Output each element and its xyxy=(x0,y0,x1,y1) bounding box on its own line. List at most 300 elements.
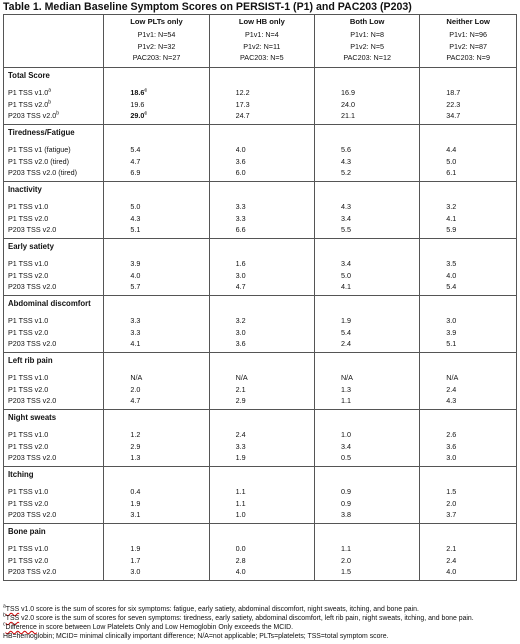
cell-text: 5.1 xyxy=(130,225,141,234)
section-row xyxy=(4,68,517,125)
score-value xyxy=(130,315,208,327)
category-label: Abdominal discomfort xyxy=(8,299,91,308)
value-cell xyxy=(314,524,419,581)
cell-text: 2.0 xyxy=(446,498,457,508)
score-value xyxy=(130,201,208,213)
row-label-cell xyxy=(4,353,104,410)
score-value xyxy=(236,327,314,339)
cell-text: 1.1 xyxy=(235,498,246,508)
footnote-lead: TSS xyxy=(5,606,20,613)
score-value xyxy=(236,201,314,213)
score-value xyxy=(130,156,208,168)
section-row xyxy=(4,467,517,524)
cell-text: N/A xyxy=(235,373,248,382)
row-label xyxy=(8,372,103,384)
cell-text: 21.1 xyxy=(340,111,355,120)
score-value xyxy=(446,167,516,179)
spacer xyxy=(236,527,314,537)
cell-text: 2.4 xyxy=(446,555,457,565)
row-label-cell xyxy=(4,296,104,353)
value-cell xyxy=(209,296,314,353)
value-cell xyxy=(209,353,314,410)
score-value xyxy=(341,384,419,396)
value-cell xyxy=(104,467,209,524)
cell-text: P1 TSS v2.0 xyxy=(8,327,49,337)
footnote-text: v1.0 score is the sum of scores for six symptoms: fatigue, early satiety, abdominal discomfort, night sweats, itching, and bone pain. xyxy=(19,606,419,613)
score-value xyxy=(236,452,314,464)
score-value xyxy=(130,566,208,578)
score-value xyxy=(236,441,314,453)
value-cell xyxy=(314,467,419,524)
cell-text: 5.0 xyxy=(446,156,457,166)
column-label: Low PLTs only xyxy=(130,17,183,26)
cell-text: 3.2 xyxy=(446,202,457,211)
row-label-cell xyxy=(4,524,104,581)
cell-text: 1.0 xyxy=(340,430,351,439)
table-title: Table 1. Median Baseline Symptom Scores on PERSIST-1 (P1) and PAC203 (P203) xyxy=(3,1,412,13)
footnote-mark: c xyxy=(144,110,148,117)
sample-size: PAC203: N=12 xyxy=(343,53,391,62)
score-value xyxy=(236,566,314,578)
score-value xyxy=(236,372,314,384)
cell-text: 5.1 xyxy=(446,339,457,348)
row-label-cell xyxy=(4,125,104,182)
score-value xyxy=(236,509,314,521)
spacer xyxy=(341,128,419,138)
footnote-mark: c xyxy=(3,621,6,628)
spacer xyxy=(341,185,419,195)
category-label: Night sweats xyxy=(8,413,57,422)
score-value xyxy=(446,224,516,236)
score-value xyxy=(341,555,419,567)
score-value xyxy=(446,213,516,225)
cell-text: 2.9 xyxy=(130,441,141,451)
row-label xyxy=(8,498,103,510)
row-label xyxy=(8,110,103,122)
cell-text: 4.1 xyxy=(130,339,141,348)
column-header xyxy=(209,15,314,68)
score-value xyxy=(236,543,314,555)
score-value xyxy=(130,99,208,111)
spacer xyxy=(341,527,419,537)
cell-text: 1.5 xyxy=(446,487,457,496)
cell-text: 3.3 xyxy=(235,213,246,223)
cell-text: 4.3 xyxy=(446,396,457,405)
cell-text: 4.7 xyxy=(130,156,141,166)
score-value xyxy=(130,372,208,384)
cell-text: P1 TSS v2.0 xyxy=(8,99,49,109)
score-value xyxy=(446,258,516,270)
cell-text: 4.0 xyxy=(446,567,457,576)
cell-text: 0.4 xyxy=(130,487,141,496)
category-label: Tiredness/Fatigue xyxy=(8,128,75,137)
symptom-scores-table xyxy=(3,14,517,581)
cell-text: 2.9 xyxy=(235,396,246,405)
cell-text: 3.5 xyxy=(446,259,457,268)
value-cell xyxy=(420,182,517,239)
value-cell xyxy=(104,410,209,467)
score-value xyxy=(130,338,208,350)
spacer xyxy=(341,470,419,480)
score-value xyxy=(341,315,419,327)
value-cell xyxy=(420,125,517,182)
cell-text: 1.1 xyxy=(340,396,351,405)
category-label: Total Score xyxy=(8,71,50,80)
score-value xyxy=(341,156,419,168)
footnote-lead: Difference xyxy=(5,624,37,631)
row-label xyxy=(8,167,103,179)
row-label xyxy=(8,395,103,407)
score-value xyxy=(130,258,208,270)
cell-text: 3.8 xyxy=(340,510,351,519)
score-value xyxy=(446,156,516,168)
score-value xyxy=(130,327,208,339)
cell-text: 6.6 xyxy=(235,225,246,234)
spacer xyxy=(341,71,419,81)
spacer xyxy=(341,413,419,423)
cell-text: 4.3 xyxy=(130,213,141,223)
cell-text: 1.0 xyxy=(235,510,246,519)
row-label-cell xyxy=(4,68,104,125)
cell-text: 22.3 xyxy=(446,99,461,109)
row-label xyxy=(8,270,103,282)
score-value xyxy=(236,315,314,327)
spacer xyxy=(236,242,314,252)
cell-text: 2.6 xyxy=(446,430,457,439)
score-value xyxy=(446,315,516,327)
cell-text: 18.7 xyxy=(446,88,461,97)
cell-text: P1 TSS v1.0 xyxy=(8,88,49,97)
footnote-mark: b xyxy=(48,99,52,106)
score-value xyxy=(341,338,419,350)
spacer xyxy=(341,299,419,309)
cell-text: 5.4 xyxy=(340,327,351,337)
value-cell xyxy=(104,524,209,581)
value-cell xyxy=(209,467,314,524)
score-value xyxy=(130,543,208,555)
score-value xyxy=(446,281,516,293)
cell-text: 3.0 xyxy=(446,316,457,325)
section-row xyxy=(4,353,517,410)
cell-text: 1.3 xyxy=(340,384,351,394)
score-value xyxy=(236,384,314,396)
score-value xyxy=(130,498,208,510)
score-value xyxy=(236,99,314,111)
section-row xyxy=(4,239,517,296)
spacer xyxy=(446,242,516,252)
cell-text: P203 TSS v2.0 xyxy=(8,225,57,234)
section-row xyxy=(4,125,517,182)
score-value xyxy=(236,87,314,99)
footnote xyxy=(3,623,474,632)
row-label xyxy=(8,543,103,555)
footnote-text: in score between Low Platelets Only and Low Hemoglobin Only exceeds the MCID. xyxy=(36,624,294,631)
score-value xyxy=(446,498,516,510)
value-cell xyxy=(104,125,209,182)
value-cell xyxy=(420,239,517,296)
cell-text: 3.6 xyxy=(235,339,246,348)
score-value xyxy=(236,555,314,567)
score-value xyxy=(341,167,419,179)
score-value xyxy=(446,338,516,350)
footnote-lead: TSS xyxy=(5,615,20,622)
row-label xyxy=(8,224,103,236)
sample-size: P1v2: N=5 xyxy=(350,41,385,51)
cell-text: P1 TSS v1.0 xyxy=(8,202,49,211)
cell-text: 1.9 xyxy=(130,498,141,508)
cell-text: 3.0 xyxy=(235,270,246,280)
value-cell xyxy=(209,239,314,296)
cell-text: N/A xyxy=(130,373,143,382)
score-value xyxy=(236,486,314,498)
cell-text: 1.1 xyxy=(340,544,351,553)
cell-text: 3.4 xyxy=(340,441,351,451)
spacer xyxy=(446,527,516,537)
cell-text: P1 TSS v1.0 xyxy=(8,259,49,268)
cell-text: 5.9 xyxy=(446,225,457,234)
spacer xyxy=(130,527,208,537)
cell-text: 24.0 xyxy=(340,99,355,109)
cell-text: 3.4 xyxy=(340,259,351,268)
spacer xyxy=(236,413,314,423)
row-label xyxy=(8,201,103,213)
cell-text: P203 TSS v2.0 xyxy=(8,567,57,576)
score-value xyxy=(341,566,419,578)
column-label: Both Low xyxy=(349,17,385,26)
score-value xyxy=(341,452,419,464)
footnote-mark: b xyxy=(3,612,6,619)
header-empty-cell xyxy=(4,15,104,68)
spacer xyxy=(130,356,208,366)
cell-text: 4.0 xyxy=(235,145,246,154)
value-cell xyxy=(420,68,517,125)
cell-text: 16.9 xyxy=(340,88,355,97)
row-label xyxy=(8,384,103,396)
row-label-cell xyxy=(4,410,104,467)
cell-text: 4.7 xyxy=(235,282,246,291)
value-cell xyxy=(104,68,209,125)
cell-text: 0.5 xyxy=(340,453,351,462)
score-value xyxy=(446,99,516,111)
score-value xyxy=(341,87,419,99)
value-cell xyxy=(420,410,517,467)
category-label: Bone pain xyxy=(8,527,46,536)
footnote-mark: b xyxy=(56,110,59,117)
score-value xyxy=(236,144,314,156)
spacer xyxy=(446,299,516,309)
value-cell xyxy=(104,182,209,239)
score-value xyxy=(130,384,208,396)
score-value xyxy=(130,87,208,99)
section-row xyxy=(4,524,517,581)
column-header xyxy=(314,15,419,68)
cell-text: 5.4 xyxy=(130,145,141,154)
cell-text: 3.9 xyxy=(446,327,457,337)
score-value xyxy=(236,395,314,407)
cell-text: 5.0 xyxy=(130,202,141,211)
cell-text: 6.9 xyxy=(130,168,141,177)
spacer xyxy=(130,185,208,195)
value-cell xyxy=(420,353,517,410)
category-label: Early satiety xyxy=(8,242,54,251)
sample-size: P1v1: N=4 xyxy=(244,30,279,39)
value-cell xyxy=(314,68,419,125)
sample-size: P1v2: N=87 xyxy=(449,41,488,51)
spacer xyxy=(446,71,516,81)
score-value xyxy=(130,509,208,521)
score-value xyxy=(130,486,208,498)
spacer xyxy=(446,128,516,138)
score-value xyxy=(446,441,516,453)
score-value xyxy=(236,156,314,168)
score-value xyxy=(341,99,419,111)
score-value xyxy=(236,338,314,350)
cell-text: 0.9 xyxy=(340,487,351,496)
score-value xyxy=(130,555,208,567)
cell-text: 2.0 xyxy=(340,555,351,565)
score-value xyxy=(446,486,516,498)
row-label xyxy=(8,258,103,270)
cell-text: 12.2 xyxy=(235,88,250,97)
cell-text: 2.1 xyxy=(235,384,246,394)
spacer xyxy=(236,71,314,81)
score-value xyxy=(130,441,208,453)
score-value xyxy=(446,555,516,567)
cell-text: P1 TSS v1.0 xyxy=(8,487,49,496)
footnote xyxy=(3,614,474,623)
spacer xyxy=(236,299,314,309)
footnote-mark: a xyxy=(3,603,6,610)
cell-text: 4.0 xyxy=(235,567,246,576)
row-label xyxy=(8,555,103,567)
spacer xyxy=(236,185,314,195)
cell-text: 3.1 xyxy=(130,510,141,519)
score-value xyxy=(446,509,516,521)
value-cell xyxy=(209,125,314,182)
cell-text: 4.3 xyxy=(340,202,351,211)
cell-text: 1.9 xyxy=(130,544,141,553)
cell-text: 2.4 xyxy=(446,384,457,394)
cell-text: 3.3 xyxy=(235,441,246,451)
cell-text: 5.6 xyxy=(340,145,351,154)
row-label xyxy=(8,566,103,578)
value-cell xyxy=(104,239,209,296)
score-value xyxy=(130,452,208,464)
value-cell xyxy=(314,182,419,239)
cell-text: 4.0 xyxy=(130,270,141,280)
score-value xyxy=(236,258,314,270)
cell-text: 19.6 xyxy=(130,99,145,109)
cell-text: 2.4 xyxy=(340,339,351,348)
spacer xyxy=(130,470,208,480)
cell-text: 2.0 xyxy=(130,384,141,394)
row-label xyxy=(8,452,103,464)
cell-text: 1.3 xyxy=(130,453,141,462)
cell-text: 18.6 xyxy=(130,88,145,97)
cell-text: 3.7 xyxy=(446,510,457,519)
score-value xyxy=(130,224,208,236)
spacer xyxy=(446,185,516,195)
value-cell xyxy=(420,524,517,581)
spacer xyxy=(130,299,208,309)
cell-text: 5.0 xyxy=(340,270,351,280)
score-value xyxy=(236,498,314,510)
spacer xyxy=(130,128,208,138)
score-value xyxy=(341,395,419,407)
cell-text: 17.3 xyxy=(235,99,250,109)
value-cell xyxy=(314,125,419,182)
row-label xyxy=(8,338,103,350)
cell-text: 3.4 xyxy=(340,213,351,223)
score-value xyxy=(130,110,208,122)
value-cell xyxy=(209,68,314,125)
cell-text: 24.7 xyxy=(235,111,250,120)
value-cell xyxy=(209,182,314,239)
score-value xyxy=(236,270,314,282)
score-value xyxy=(130,213,208,225)
cell-text: 1.1 xyxy=(235,487,246,496)
score-value xyxy=(341,498,419,510)
footnote-text: v2.0 score is the sum of scores for seven symptoms: tiredness, early satiety, abdominal discomfort, left rib pain, night sweats, itching, and bone pain. xyxy=(19,615,474,622)
cell-text: 5.5 xyxy=(340,225,351,234)
score-value xyxy=(341,543,419,555)
row-label xyxy=(8,281,103,293)
score-value xyxy=(446,395,516,407)
cell-text: P1 TSS v2.0 xyxy=(8,555,49,565)
cell-text: 4.1 xyxy=(446,213,457,223)
cell-text: P1 TSS v2.0 xyxy=(8,384,49,394)
score-value xyxy=(130,167,208,179)
cell-text: 2.4 xyxy=(235,430,246,439)
score-value xyxy=(446,429,516,441)
row-label-cell xyxy=(4,239,104,296)
spacer xyxy=(341,356,419,366)
cell-text: 1.9 xyxy=(340,316,351,325)
score-value xyxy=(236,213,314,225)
cell-text: P1 TSS v2.0 (tired) xyxy=(8,156,69,166)
row-label xyxy=(8,144,103,156)
score-value xyxy=(341,213,419,225)
spacer xyxy=(236,128,314,138)
score-value xyxy=(341,281,419,293)
cell-text: 3.2 xyxy=(235,316,246,325)
cell-text: N/A xyxy=(340,373,353,382)
spacer xyxy=(236,356,314,366)
sample-size: P1v2: N=32 xyxy=(137,41,176,51)
value-cell xyxy=(314,410,419,467)
spacer xyxy=(341,242,419,252)
cell-text: 6.1 xyxy=(446,168,457,177)
cell-text: 3.3 xyxy=(235,202,246,211)
sample-size: PAC203: N=9 xyxy=(446,53,490,62)
cell-text: 34.7 xyxy=(446,111,461,120)
cell-text: 1.6 xyxy=(235,259,246,268)
row-label xyxy=(8,99,103,111)
cell-text: P1 TSS v2.0 xyxy=(8,270,49,280)
cell-text: 1.5 xyxy=(340,567,351,576)
column-header xyxy=(420,15,517,68)
score-value xyxy=(446,270,516,282)
row-label xyxy=(8,486,103,498)
score-value xyxy=(341,429,419,441)
spacer xyxy=(446,356,516,366)
cell-text: P1 TSS v1.0 xyxy=(8,316,49,325)
column-label: Neither Low xyxy=(446,17,490,26)
score-value xyxy=(341,201,419,213)
cell-text: 3.9 xyxy=(130,259,141,268)
score-value xyxy=(341,224,419,236)
cell-text: 4.7 xyxy=(130,396,141,405)
